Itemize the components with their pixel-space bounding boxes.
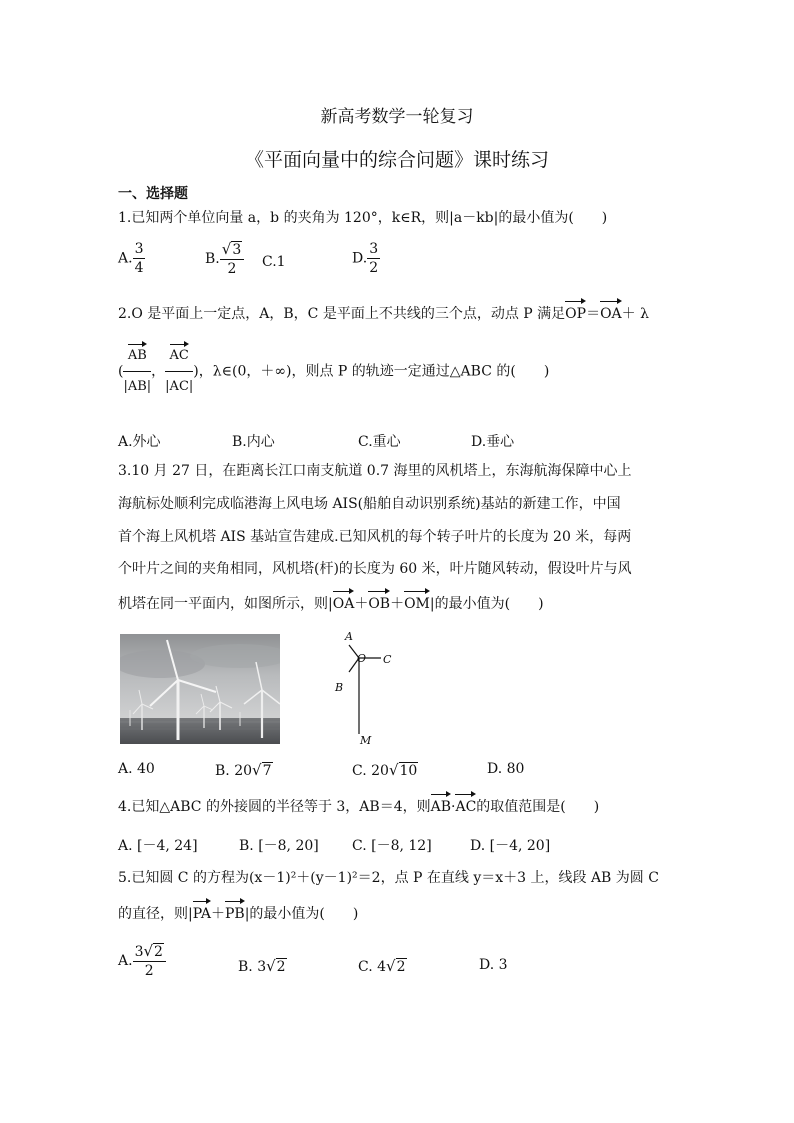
question-3-line-5 [118,594,544,614]
question-1-option-d [352,240,380,277]
option-label: B. [205,251,220,267]
radicand: 3 [232,242,242,258]
line-2-lead: 的直径，则| [118,906,193,922]
denominator: 2 [369,260,379,276]
question-5-line-2 [118,904,358,924]
question-2-tail: )，λ∈(0，＋∞)，则点 P 的轨迹一定通过△ABC 的( ) [193,363,550,380]
question-2-expression [118,347,549,396]
denominator: 2 [227,261,237,277]
line-2-tail: |的最小值为( ) [244,906,359,922]
question-3-option-a: A. 40 [118,761,155,777]
vector-oa: OA [600,306,622,322]
vector-ab: AB [127,348,147,363]
radicand: 2 [154,944,163,960]
question-2-option-d: D.垂心 [471,434,515,450]
page-subtitle: 《平面向量中的综合问题》课时练习 [244,149,549,171]
question-5-option-c: C. 4√2 [358,957,406,975]
question-2-option-a: A.外心 [118,434,161,450]
question-2-option-b: B.内心 [232,434,275,450]
numerator: √3 [220,240,244,260]
page-title: 新高考数学一轮复习 [320,107,474,127]
question-4-option-c: C. [－8, 12] [352,838,432,854]
unit-vector-ab [123,347,151,396]
radicand: 7 [262,763,272,779]
plus-sign: ＋ [354,596,369,612]
plus-lambda: ＋ λ [621,306,649,322]
line-5-lead: 机塔在同一平面内，如图所示，则| [118,596,333,612]
vector-ac: AC [169,348,189,363]
diagram-label-b: B [335,681,344,694]
question-4-tail: 的取值范围是( ) [476,799,600,815]
fraction [133,942,166,980]
plus-sign: ＋ [210,906,225,922]
option-label: C. 4 [358,959,387,975]
vector-om: OM [404,596,430,612]
vector-pb: PB [224,906,245,922]
question-5-line-1: 5.已知圆 C 的方程为(x－1)²＋(y－1)²＝2，点 P 在直线 y＝x＋3 上，线段 AB 为圆 C [118,870,659,886]
equals-sign: ＝ [586,306,601,322]
question-2-lead: 2.O 是平面上一定点，A，B，C 是平面上不共线的三个点，动点 P 满足 [118,306,566,322]
paren-open: ( [118,363,124,380]
option-label: B. 3 [238,959,267,975]
diagram-label-o: O [357,652,367,665]
question-3-option-b: B. 20√7 [215,761,272,779]
numerator: 3 [369,241,379,257]
option-label: A. [118,250,133,267]
question-3-line-2: 海航标处顺利完成临港海上风电场 AIS(船舶自动识别系统)基站的新建工作，中国 [118,496,621,512]
question-3-option-d: D. 80 [487,761,525,777]
vector-pa: PA [192,906,211,922]
section-heading: 一、选择题 [118,186,188,202]
fraction [367,240,380,277]
numerator: 3√2 [133,942,166,962]
radicand: 10 [399,763,418,779]
question-3-option-c: C. 20√10 [352,761,418,779]
question-2-option-c: C.重心 [358,434,401,450]
denominator: |AB| [123,379,152,394]
denominator: 4 [134,260,144,276]
question-1-option-b [205,240,244,278]
turbine-diagram [325,628,405,746]
option-label: C. 20 [352,763,389,779]
fraction [220,240,244,278]
vector-ob: OB [368,596,391,612]
question-5-option-b: B. 3√2 [238,957,286,975]
option-label: B. 20 [215,763,253,779]
numerator: 3 [134,241,144,257]
question-3-line-4: 个叶片之间的夹角相同，风机塔(杆)的长度为 60 米，叶片随风转动，假设叶片与风 [118,561,632,577]
question-4-lead: 4.已知△ABC 的外接圆的半径等于 3，AB＝4，则 [118,799,431,815]
coefficient: 3 [134,944,144,960]
diagram-label-c: C [383,653,392,666]
vector-ac: AC [455,799,477,815]
question-4-text [118,797,599,817]
vector-op: OP [565,306,587,322]
diagram-label-m: M [360,734,372,747]
question-5-option-a [118,942,166,980]
dot-product: · [451,799,456,815]
question-1-option-c: C.1 [262,254,286,270]
unit-vector-ac [165,347,193,396]
numerator [123,347,151,372]
diagram-label-a: A [345,630,353,643]
radicand: 2 [396,959,406,975]
comma: ， [151,363,166,380]
question-4-option-a: A. [－4, 24] [118,838,198,854]
fraction [133,240,146,277]
question-2-text [118,304,649,324]
question-3-line-3: 首个海上风机塔 AIS 基站宣告建成.已知风机的每个转子叶片的长度为 20 米，每两 [118,529,632,545]
option-label: D. [352,250,368,267]
radicand: 2 [276,959,286,975]
denominator: |AC| [165,379,194,394]
question-4-option-d: D. [－4, 20] [470,838,551,854]
numerator [165,347,193,372]
question-1-text: 1.已知两个单位向量 a，b 的夹角为 120°，k∈R，则|a－kb|的最小值为( ) [118,210,608,226]
denominator: 2 [144,963,154,979]
plus-sign: ＋ [390,596,405,612]
vector-oa: OA [332,596,355,612]
line-5-tail: |的最小值为( ) [429,596,544,612]
question-1-option-a [118,240,145,277]
option-label: A. [118,953,133,969]
wind-farm-photo [120,634,280,744]
question-3-line-1: 3.10 月 27 日，在距离长江口南支航道 0.7 海里的风机塔上，东海航海保障中心上 [118,463,632,479]
question-5-option-d: D. 3 [479,957,508,973]
question-4-option-b: B. [－8, 20] [239,838,319,854]
vector-ab: AB [430,799,452,815]
